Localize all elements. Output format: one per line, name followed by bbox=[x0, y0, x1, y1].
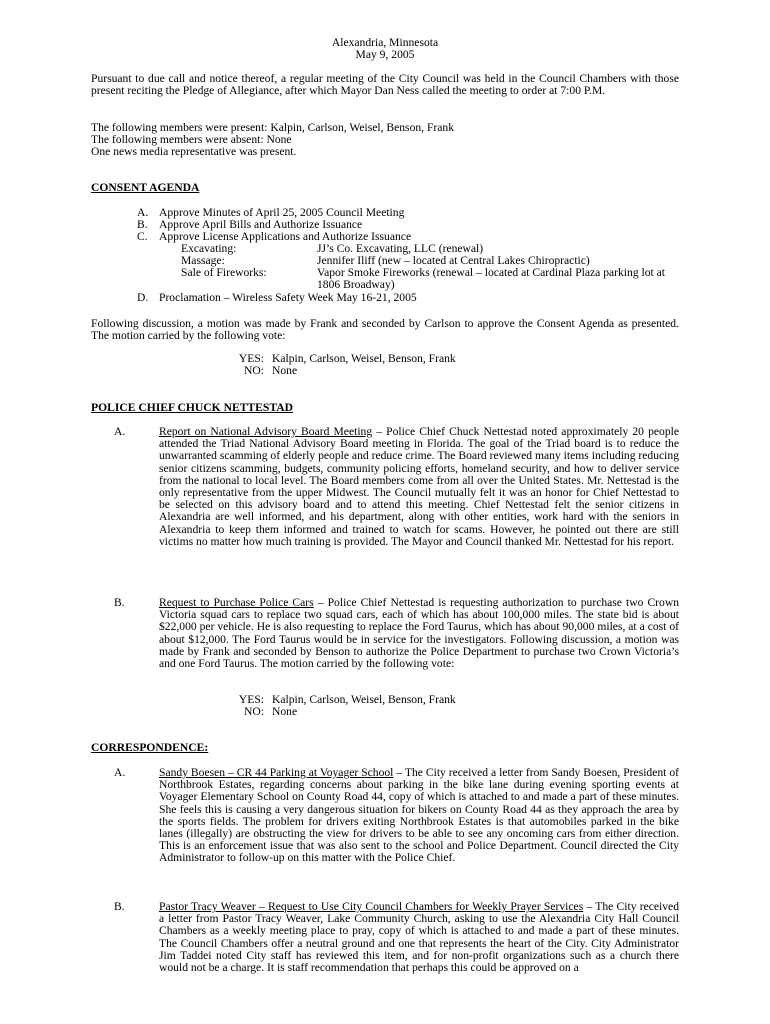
item-text: – Police Chief Nettestad is requesting authorization to purchase two Crown Victoria squad cars to replace two squad cars, each of which has about 100,000 miles. The state bid is about $22,000 per vehicle. He is also requesting to replace the Ford Taurus, which has about 90,000 miles, at a cost of about $12,000. The Ford Taurus would be in service for the investigators. Following discussion, a motion was made by Frank and seconded by Benson to authorize the Police Department to purchase two Crown Victoria’s and one Ford Taurus. The motion carried by the following vote: bbox=[159, 596, 680, 671]
license-desc: Vapor Smoke Fireworks (renewal – located at Cardinal Plaza parking lot at 1806 Broadway) bbox=[317, 266, 666, 292]
consent-item-text: Approve April Bills and Authorize Issuance bbox=[159, 218, 363, 231]
media-present: One news media representative was present. bbox=[91, 145, 297, 158]
item-text: – The City received a letter from Pastor Tracy Weaver, Lake Community Church, asking to use the Alexandria City Hall Council Chambers as a weekly meeting place to pray, copy of which is attached to and made a part of these minutes. The Council Chambers offer a neutral ground and one that represents the heart of the City. City Administrator Jim Taddei noted City staff has reviewed this item, and for non-profit organizations such as a church there would not be a charge. It is staff recommendation that perhaps this could be approved on a bbox=[159, 900, 680, 975]
item-body bbox=[159, 901, 679, 974]
correspondence-heading: CORRESPONDENCE: bbox=[91, 741, 209, 754]
item-letter: A. bbox=[114, 425, 126, 438]
license-type: Massage: bbox=[181, 254, 225, 267]
item-body bbox=[159, 767, 679, 865]
item-letter: B. bbox=[114, 596, 125, 609]
license-desc: JJ’s Co. Excavating, LLC (renewal) bbox=[317, 242, 484, 255]
item-title: Report on National Advisory Board Meeting bbox=[159, 425, 373, 438]
consent-item bbox=[137, 292, 417, 304]
vote-yes-names: Kalpin, Carlson, Weisel, Benson, Frank bbox=[272, 693, 456, 706]
license-type: Sale of Fireworks: bbox=[181, 266, 267, 279]
item-text: – The City received a letter from Sandy Boesen, President of Northbrook Estates, regarding concerns about parking in the bike lane during evening sporting events at Voyager Elementary School on County Road 44, copy of which is attached to and made a part of these minutes. She feels this is causing a very dangerous situation for bikers on County Road 44 as they approach the area by the sports fields. The problem for drivers exiting Northbrook Estates is that automobiles parked in the bike lanes (illegally) are obstructing the view for drivers to be able to see any oncoming cars from either direction. This is an enforcement issue that was also sent to the school and Police Department. Council directed the City Administrator to follow-up on this matter with the Police Chief. bbox=[159, 766, 679, 865]
vote-no-label: NO: bbox=[244, 705, 264, 718]
header-date: May 9, 2005 bbox=[355, 48, 415, 61]
members-present: The following members were present: Kalpin, Carlson, Weisel, Benson, Frank bbox=[91, 121, 455, 134]
consent-item-letter: B. bbox=[137, 218, 148, 231]
police-chief-heading: POLICE CHIEF CHUCK NETTESTAD bbox=[91, 401, 293, 414]
item-title: Sandy Boesen – CR 44 Parking at Voyager School bbox=[159, 766, 394, 779]
item-text: – Police Chief Chuck Nettestad noted approximately 20 people attended the Triad National Advisory Board meeting in Florida. The goal of the Triad board is to reduce the unwarranted scamming of elderly people and reduce crime. The Board reviewed many items including reducing senior citizens scamming, budgets, community policing efforts, homeland security, and how to deliver service from the national to local level. The Board members come from all over the United States. Mr. Nettestad is the only representative from the upper Midwest. The Council mutually felt it was an honor for Chief Nettestad to be selected on this advisory board and to attend this meeting. Chief Nettestad felt the senior citizens in Alexandria are well informed, and his department, along with other entities, work hard with the seniors in Alexandria to keep them informed and trained to watch for scams. However, he pointed out there are still victims no matter how much training is provided. The Mayor and Council thanked Mr. Nettestad for his report. bbox=[159, 425, 679, 548]
vote-yes-label: YES: bbox=[238, 352, 264, 365]
vote-yes-names: Kalpin, Carlson, Weisel, Benson, Frank bbox=[272, 352, 456, 365]
consent-item-letter: D. bbox=[137, 291, 149, 304]
intro-paragraph: Pursuant to due call and notice thereof, a regular meeting of the City Council was held in the Council Chambers with those present reciting the Pledge of Allegiance, after which Mayor Dan Ness called the meeting to order at 7:00 P.M. bbox=[91, 72, 679, 98]
members-absent: The following members were absent: None bbox=[91, 133, 292, 146]
item-body bbox=[159, 426, 679, 548]
consent-motion: Following discussion, a motion was made by Frank and seconded by Carlson to approve the Consent Agenda as presented. The motion carried by the following vote: bbox=[91, 317, 679, 343]
item-title: Pastor Tracy Weaver – Request to Use City Council Chambers for Weekly Prayer Services bbox=[159, 900, 584, 913]
vote-no-label: NO: bbox=[244, 364, 264, 377]
license-desc: Jennifer Iliff (new – located at Central Lakes Chiropractic) bbox=[317, 254, 590, 267]
consent-item-text: Approve Minutes of April 25, 2005 Council Meeting bbox=[159, 206, 405, 219]
item-letter: A. bbox=[114, 766, 126, 779]
header-city: Alexandria, Minnesota bbox=[331, 36, 439, 49]
item-title: Request to Purchase Police Cars bbox=[159, 596, 314, 609]
item-letter: B. bbox=[114, 900, 125, 913]
license-type: Excavating: bbox=[181, 242, 237, 255]
vote-yes-label: YES: bbox=[238, 693, 264, 706]
consent-item-text: Proclamation – Wireless Safety Week May 16-21, 2005 bbox=[159, 291, 417, 304]
vote-no bbox=[224, 706, 297, 718]
vote-no-names: None bbox=[272, 705, 298, 718]
consent-item-letter: C. bbox=[137, 230, 148, 243]
vote-no bbox=[224, 365, 297, 377]
item-body bbox=[159, 597, 679, 670]
consent-item-text: Approve License Applications and Authorize Issuance bbox=[159, 230, 412, 243]
consent-agenda-heading: CONSENT AGENDA bbox=[91, 181, 200, 194]
consent-item-letter: A. bbox=[137, 206, 149, 219]
vote-no-names: None bbox=[272, 364, 298, 377]
